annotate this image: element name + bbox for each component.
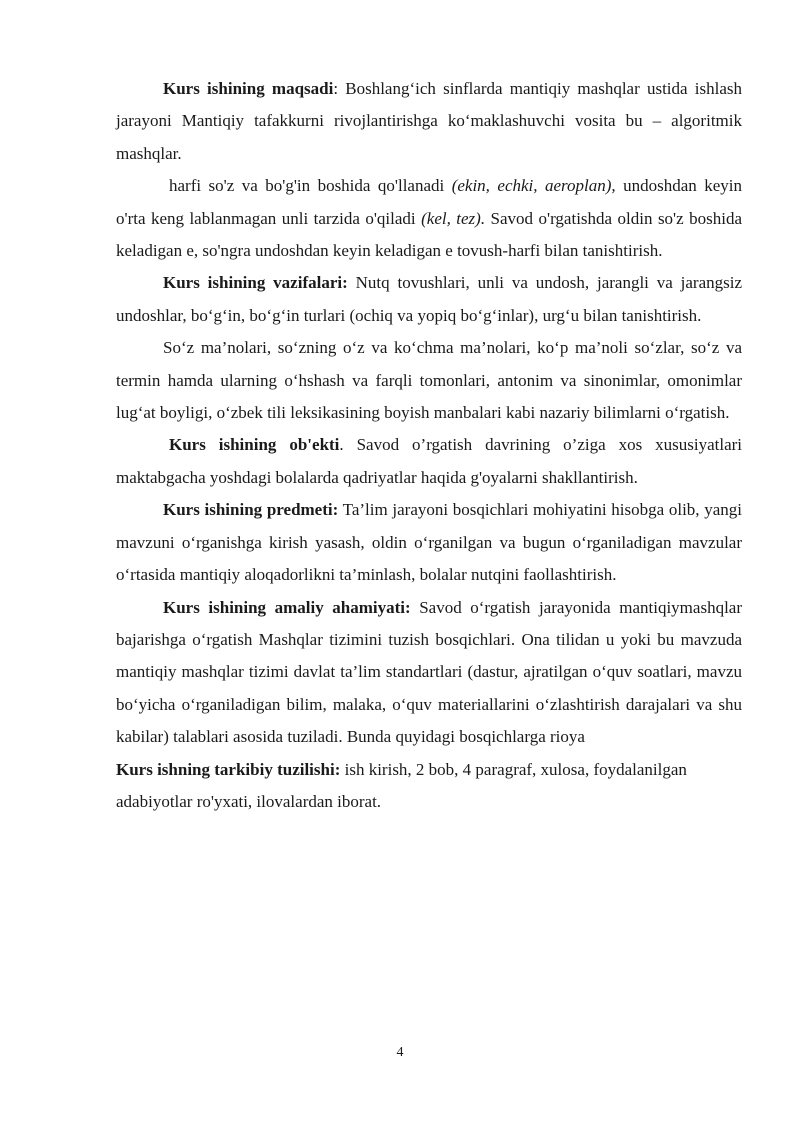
tasks-label: Kurs ishining vazifalari:	[163, 273, 348, 293]
practical-value-label: Kurs ishining amaliy ahamiyati:	[163, 597, 411, 617]
subject-label: Kurs ishining predmeti:	[163, 500, 339, 520]
tasks-text: Nutq tovushlari, unli va undosh, jarangli va jarangsiz undoshlar, bo‘g‘in, bo‘g‘in turlari (ochiq va yopiq bo‘g‘inlar), urg‘u bilan tanishtirish.	[116, 273, 742, 325]
goal-text: : Boshlang‘ich sinflarda mantiqiy mashqlar ustida ishlash jarayoni Mantiqiy tafakkurni rivojlantirishga ko‘maklashuvchi vosita bu – algoritmik mashqlar.	[116, 79, 742, 163]
paragraph-tasks	[116, 267, 742, 332]
subject-text: Ta’lim jarayoni bosqichlari mohiyatini hisobga olib, yangi mavzuni o‘rganishga kirish yasash, oldin o‘rganilgan va bugun o‘rganiladigan mavzular o‘rtasida mantiqiy aloqadorlikni ta’minlash, bolalar nutqini faollashtirish.	[116, 500, 742, 585]
paragraph-goal	[116, 73, 742, 170]
paragraph-practical-value	[116, 592, 742, 754]
letter-e-text-2: undoshdan keyin o'rta keng lablanmagan unli tarzida o'qiladi	[116, 176, 742, 228]
letter-e-text-1: harfi so'z va bo'g'in boshida qo'llanadi	[169, 176, 452, 196]
goal-label: Kurs ishining maqsadi	[163, 79, 334, 98]
paragraph-subject	[116, 494, 742, 591]
practical-value-text: Savod o‘rgatish jarayonida mantiqiymashqlar bajarishga o‘rgatish Mashqlar tizimini tuzish bosqichlari. Ona tilidan u yoki bu mavzuda mantiqiy mashqlar tizimi davlat ta’lim standartlari (dastur, ajratilgan o‘quv soatlari, mavzu bo‘yicha o‘rganiladigan bilim, malaka, o‘quv materiallarini o‘zlashtirish darajalari va shu kabilar) talablari asosida tuziladi. Bunda quyidagi bosqichlarga rioya	[116, 597, 742, 747]
word-meanings-text: So‘z ma’nolari, so‘zning o‘z va ko‘chma ma’nolari, ko‘p ma’noli so‘zlar, so‘z va termin hamda ularning o‘hshash va farqli tomonlari, antonim va sinonimlar, omonimlar lug‘at boyligi, o‘zbek tili leksikasining boyish manbalari kabi nazariy bilimlarni o‘rgatish.	[116, 338, 742, 423]
letter-e-text-3: Savod o'rgatishda oldin so'z boshida keladigan e, so'ngra undoshdan keyin keladigan e tovush-harfi bilan tanishtirish.	[116, 208, 743, 261]
object-label: Kurs ishining ob'ekti	[169, 435, 340, 455]
object-text: . Savod o’rgatish davrining o’ziga xos xususiyatlari maktabgacha yoshdagi bolalarda qadriyatlar haqida g'oyalarni shakllantirish.	[116, 435, 742, 487]
letter-e-examples-2: (kel, tez).	[421, 208, 486, 228]
page-body	[116, 73, 742, 818]
letter-e-examples-1: (ekin, echki, aeroplan),	[451, 176, 616, 196]
page-number: 4	[396, 1045, 404, 1060]
paragraph-object	[116, 429, 742, 494]
paragraph-letter-e	[116, 170, 742, 267]
paragraph-word-meanings	[116, 332, 742, 429]
paragraph-structure	[116, 754, 742, 819]
structure-text: ish kirish, 2 bob, 4 paragraf, xulosa, foydalanilgan adabiyotlar ro'yxati, ilovalardan iborat.	[116, 759, 687, 811]
structure-label: Kurs ishning tarkibiy tuzilishi:	[116, 759, 341, 779]
